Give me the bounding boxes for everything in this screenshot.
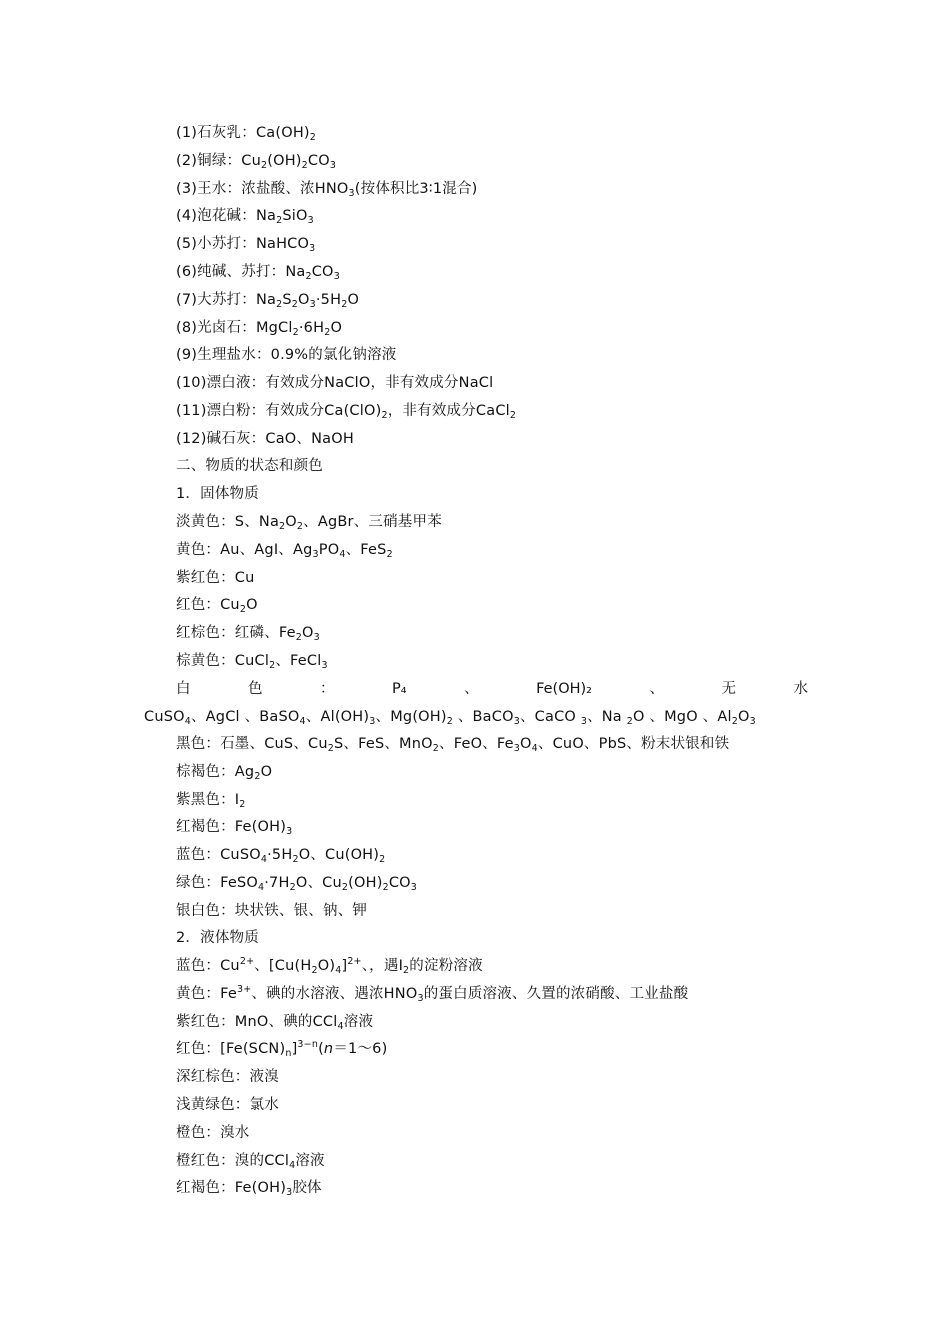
text-run: 2 xyxy=(276,298,283,310)
solid-color-item xyxy=(176,814,292,840)
text-run: 2 xyxy=(341,882,349,893)
text-run: ＝1～6) xyxy=(333,1041,388,1058)
text-run: O xyxy=(285,514,297,530)
text-run: 橙色：溴水 xyxy=(176,1124,250,1141)
text-run: 2 xyxy=(254,770,261,782)
white-token: 、 xyxy=(464,681,479,697)
text-run: ( xyxy=(318,1041,324,1058)
text-run: 4 xyxy=(258,882,265,893)
name-item xyxy=(176,370,493,396)
text-run: 黄色：Au、AgI、Ag xyxy=(176,541,313,558)
text-run: 3 xyxy=(313,632,320,644)
text-run: S、FeS、MnO xyxy=(333,736,433,752)
text-run: (10)漂白液：有效成分NaClO，非有效成分NaCl xyxy=(176,375,494,392)
text-run: 2 xyxy=(295,632,303,644)
white-token: 、 xyxy=(649,681,664,697)
text-run: 橙红色：溴的CCl xyxy=(176,1152,290,1169)
text-run: 2+ xyxy=(239,956,255,967)
name-item xyxy=(176,259,340,285)
text-run: (1)石灰乳：Ca(OH) xyxy=(176,125,310,141)
text-run: 、Mg(OH) xyxy=(375,709,447,725)
text-run: 3 xyxy=(312,548,319,560)
liquid-color-item xyxy=(176,1120,250,1146)
text-run: PO xyxy=(318,541,340,558)
text-run: 2 xyxy=(386,548,393,560)
white-solids-continuation xyxy=(144,704,756,730)
text-run: (4)泡花碱：Na xyxy=(176,208,277,225)
solid-color-item xyxy=(176,620,320,646)
text-run: 2 xyxy=(341,298,348,310)
name-item xyxy=(176,120,316,146)
name-item xyxy=(176,287,359,313)
text-run: 4 xyxy=(299,716,306,727)
text-run: 3 xyxy=(749,716,756,727)
text-run: (按体积比3∶1混合) xyxy=(354,180,478,197)
text-run: 紫红色：MnO、碘的CCl xyxy=(176,1013,338,1030)
text-run: 、[Cu(H xyxy=(254,958,312,974)
text-run: ·6H xyxy=(298,319,325,336)
text-run: 2 xyxy=(289,882,296,893)
text-run: 3 xyxy=(410,882,418,893)
text-run: O 、MgO 、Al xyxy=(632,709,732,725)
text-run: O xyxy=(260,763,273,780)
white-solids-line xyxy=(176,676,808,702)
name-item xyxy=(176,148,336,174)
liquid-color-item xyxy=(176,1064,279,1090)
text-run: 黑色：石墨、CuS、Cu xyxy=(176,736,328,752)
solid-color-item xyxy=(176,898,367,924)
text-run: 3 xyxy=(309,298,316,310)
white-token: 白 xyxy=(176,681,191,697)
text-run: 2 xyxy=(276,215,283,227)
white-token: 水 xyxy=(793,681,808,697)
text-run: 、FeS xyxy=(345,541,387,558)
text-run: ] xyxy=(291,1041,298,1058)
text-run: 2 xyxy=(292,854,299,866)
text-run: 胶体 xyxy=(292,1180,322,1197)
text-run: 、碘的水溶液、遇浓HNO xyxy=(251,985,418,1002)
text-run: 4 xyxy=(339,548,346,560)
text-run: 2 xyxy=(382,882,389,893)
solid-color-item xyxy=(176,731,729,757)
text-run: 、BaCO xyxy=(453,709,514,725)
white-token: P₄ xyxy=(392,681,407,697)
solid-color-item xyxy=(176,759,272,785)
text-run: 4 xyxy=(335,965,342,976)
text-run: 3 xyxy=(321,660,328,671)
text-run: (8)光卤石：MgCl xyxy=(176,319,293,336)
text-run: 2 xyxy=(379,854,386,866)
text-run: 淡黄色：S、Na xyxy=(176,514,280,530)
white-token: 无 xyxy=(721,681,736,697)
text-run: (OH) xyxy=(348,875,383,891)
text-run: 4 xyxy=(289,1159,296,1171)
text-run: 棕褐色：Ag xyxy=(176,763,255,780)
text-run: 3 xyxy=(329,159,337,171)
solid-color-item xyxy=(176,509,442,535)
text-run: 红褐色：Fe(OH) xyxy=(176,1180,287,1197)
text-run: 红色：[Fe(SCN) xyxy=(176,1041,286,1058)
text-run: 、AgCl 、BaSO xyxy=(190,709,300,725)
liquid-color-item xyxy=(176,1036,387,1062)
text-run: 4 xyxy=(531,743,538,754)
white-token: ： xyxy=(320,681,335,697)
text-run: 2 xyxy=(279,521,286,532)
text-run: 3 xyxy=(348,187,355,199)
text-run: S xyxy=(282,291,292,308)
section-heading: 二、物质的状态和颜色 xyxy=(176,458,323,474)
text-run: 2 xyxy=(305,271,312,282)
text-run: 、，遇I xyxy=(361,958,404,974)
white-token: 色 xyxy=(248,681,263,697)
text-run: 溶液 xyxy=(343,1013,374,1030)
text-run: 银白色：块状铁、银、钠、钾 xyxy=(176,902,368,919)
text-run: O、Cu xyxy=(295,875,342,891)
text-run: (9)生理盐水：0.9%的氯化钠溶液 xyxy=(176,347,397,364)
liquid-color-item xyxy=(176,981,688,1007)
text-run: 、Na xyxy=(587,709,627,725)
text-run: 3 xyxy=(417,992,424,1004)
liquid-color-item xyxy=(176,1092,279,1118)
text-run: 4 xyxy=(260,854,268,866)
text-run: 3+ xyxy=(236,983,252,995)
text-run: 、AgBr、三硝基甲苯 xyxy=(303,514,442,530)
text-run: CO xyxy=(388,875,411,891)
text-run: 2 xyxy=(446,716,454,727)
text-run: 红棕色：红磷、Fe xyxy=(176,625,296,642)
text-run: 、FeCl xyxy=(275,653,322,669)
text-run: O xyxy=(246,597,258,614)
text-run: (2)铜绿：Cu xyxy=(176,152,261,169)
liquid-color-item xyxy=(176,1148,325,1174)
solid-color-item xyxy=(176,565,255,591)
text-run: 2 xyxy=(626,716,633,727)
text-run: 黄色：Fe xyxy=(176,985,237,1002)
solid-color-item xyxy=(176,870,417,896)
text-run: 3−n xyxy=(297,1039,319,1051)
text-run: (3)王水：浓盐酸、浓HNO xyxy=(176,180,349,197)
solid-subheading: 1．固体物质 xyxy=(176,486,259,502)
liquid-subheading: 2．液体物质 xyxy=(176,930,259,946)
name-item xyxy=(176,176,478,202)
text-run: 2+ xyxy=(347,956,362,967)
text-run: ·7H xyxy=(264,875,290,891)
text-run: 2 xyxy=(509,410,517,421)
liquid-color-item xyxy=(176,1009,373,1035)
text-run: 紫黑色：I xyxy=(176,791,240,808)
text-run: SiO xyxy=(282,208,308,225)
solid-color-item xyxy=(176,648,328,674)
text-run: O xyxy=(302,625,314,642)
text-run: 2 xyxy=(309,132,317,143)
text-run: 、CaCO xyxy=(519,709,581,725)
text-run: 3 xyxy=(513,716,520,727)
text-run: 3 xyxy=(307,215,314,227)
liquid-color-item xyxy=(176,1175,322,1201)
text-run: 蓝色：CuSO xyxy=(176,847,261,864)
text-run: CuSO xyxy=(144,709,185,725)
liquid-color-item xyxy=(176,953,483,979)
text-run: 2 xyxy=(291,298,298,310)
text-run: O xyxy=(347,291,360,308)
text-run: 2 xyxy=(311,965,318,976)
text-run: (11)漂白粉：有效成分Ca(ClO) xyxy=(176,403,382,419)
text-run: (5)小苏打：NaHCO xyxy=(176,236,310,253)
text-run: 蓝色：Cu xyxy=(176,958,240,974)
text-run: 3 xyxy=(580,716,588,727)
name-item xyxy=(176,426,354,452)
text-run: n xyxy=(323,1041,334,1058)
text-run: CO xyxy=(307,152,330,169)
name-item xyxy=(176,398,516,424)
text-run: 2 xyxy=(403,965,410,976)
name-item xyxy=(176,231,315,257)
text-run: (12)碱石灰：CaO、NaOH xyxy=(176,430,354,447)
text-run: 、Al(OH) xyxy=(305,709,370,725)
text-run: 的蛋白质溶液、久置的浓硝酸、工业盐酸 xyxy=(423,985,689,1002)
text-run: 溶液 xyxy=(295,1152,325,1169)
text-run: O) xyxy=(317,958,336,974)
text-run: 紫红色：Cu xyxy=(176,569,255,586)
name-item xyxy=(176,203,314,229)
text-run: 2 xyxy=(301,159,308,171)
text-run: 棕黄色：CuCl xyxy=(176,653,270,669)
text-run: O xyxy=(520,736,532,752)
text-run: 3 xyxy=(333,271,340,282)
text-run: (6)纯碱、苏打：Na xyxy=(176,264,306,280)
solid-color-item xyxy=(176,787,246,813)
text-run: 4 xyxy=(184,716,191,727)
text-run: O、Cu(OH) xyxy=(298,847,380,864)
text-run: O xyxy=(297,291,310,308)
text-run: 2 xyxy=(324,326,331,338)
text-run: 2 xyxy=(239,798,246,810)
white-token: Fe(OH)₂ xyxy=(536,681,592,697)
text-run: 2 xyxy=(731,716,738,727)
text-run: 的淀粉溶液 xyxy=(409,958,483,974)
text-run: 4 xyxy=(337,1020,344,1032)
text-run: CO xyxy=(311,264,334,280)
solid-color-item xyxy=(176,592,258,618)
solid-color-item xyxy=(176,842,385,868)
text-run: n xyxy=(285,1048,292,1060)
text-run: 2 xyxy=(260,159,268,171)
text-run: 深红棕色：液溴 xyxy=(176,1069,279,1086)
name-item xyxy=(176,342,396,368)
text-run: 红色：Cu xyxy=(176,597,240,614)
text-run: 2 xyxy=(432,743,440,754)
text-run: 3 xyxy=(369,716,376,727)
text-run: 2 xyxy=(381,410,388,421)
text-run: O xyxy=(330,319,343,336)
text-run: 红褐色：Fe(OH) xyxy=(176,819,287,836)
text-run: ·5H xyxy=(315,291,342,308)
text-run: 3 xyxy=(309,243,316,255)
text-run: 2 xyxy=(269,660,276,671)
text-run: 、FeO、Fe xyxy=(439,736,514,752)
name-item xyxy=(176,315,342,341)
text-run: 3 xyxy=(286,826,293,838)
text-run: (OH) xyxy=(267,152,302,169)
text-run: 3 xyxy=(286,1187,293,1199)
text-run: 、CuO、PbS、粉末状银和铁 xyxy=(537,736,730,752)
text-run: 2 xyxy=(296,521,304,532)
solid-color-item xyxy=(176,537,393,563)
text-run: 3 xyxy=(513,743,521,754)
text-run: 绿色：FeSO xyxy=(176,875,258,891)
text-run: 2 xyxy=(239,604,247,616)
text-run: O xyxy=(737,709,750,725)
text-run: ] xyxy=(341,958,348,974)
text-run: 浅黄绿色：氯水 xyxy=(176,1097,279,1113)
text-run: ，非有效成分CaCl xyxy=(387,403,510,419)
text-run: (7)大苏打：Na xyxy=(176,291,277,308)
text-run: ·5H xyxy=(267,847,293,864)
text-run: 2 xyxy=(327,743,334,754)
text-run: 2 xyxy=(292,326,299,338)
